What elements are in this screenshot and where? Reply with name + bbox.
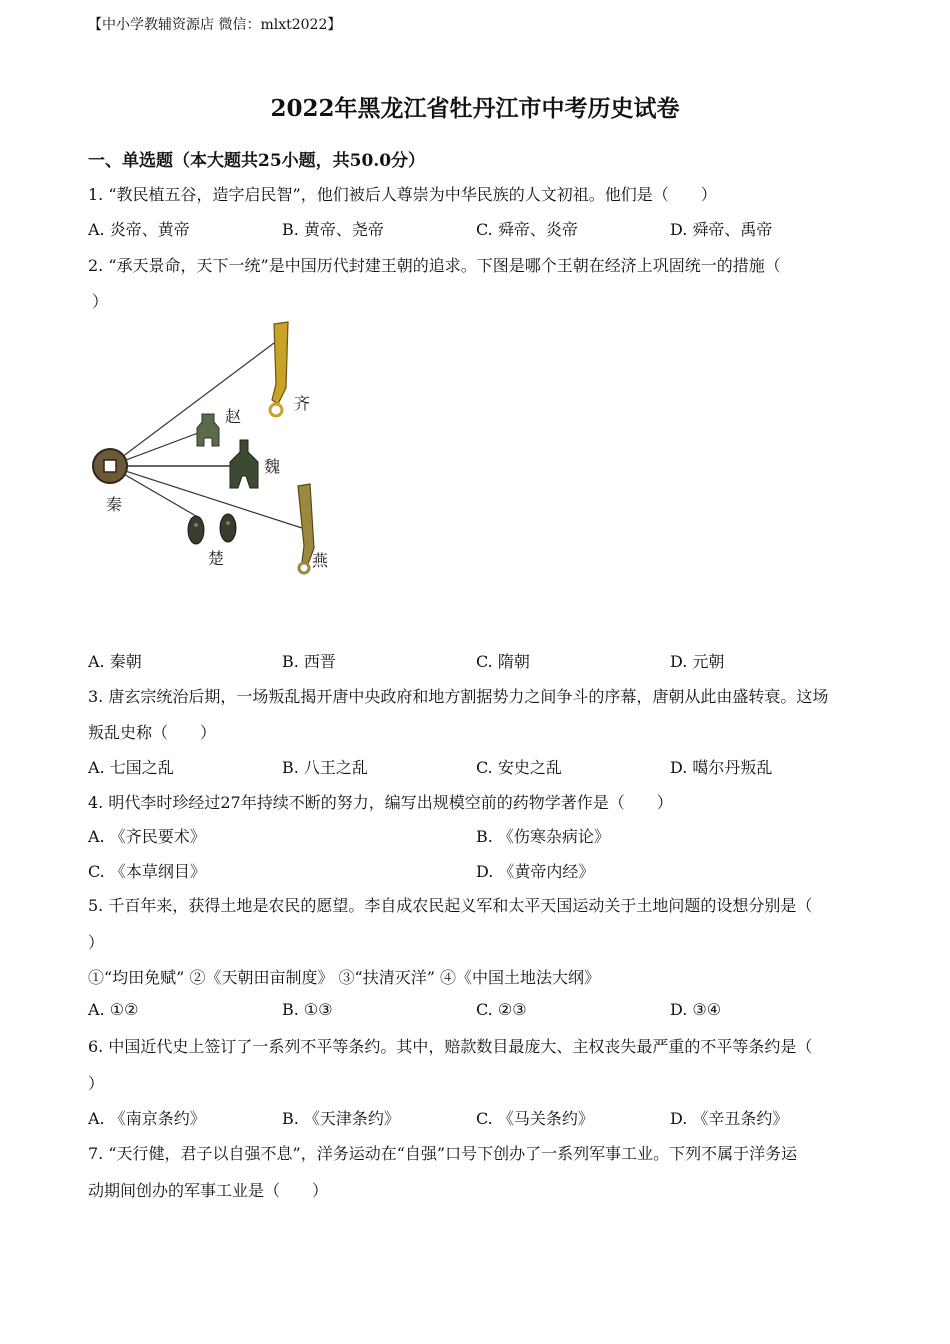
label-qin: 秦 (106, 495, 123, 514)
section-heading: 一、单选题（本大题共25小题，共50.0分） (88, 151, 426, 171)
label-wei: 魏 (264, 457, 281, 476)
label-chu: 楚 (208, 549, 225, 568)
question-7-stem-line1: 7. “天行健，君子以自强不息”，洋务运动在“自强”口号下创办了一系列军事工业。下列不属于洋务运 (88, 1144, 798, 1163)
question-6-option-d: D. 《辛丑条约》 (670, 1109, 789, 1128)
question-4-option-d: D. 《黄帝内经》 (476, 862, 595, 881)
question-1-option-b: B. 黄帝、尧帝 (282, 220, 384, 239)
question-3-option-d: D. 噶尔丹叛乱 (670, 758, 773, 777)
question-2-stem-line2: ） (92, 292, 109, 311)
unified-currency-figure (88, 318, 348, 583)
question-1-option-d: D. 舜帝、禹帝 (670, 220, 773, 239)
question-5-option-a: A. ①② (88, 1000, 139, 1019)
chu-ant-nose-coin-icon (188, 514, 236, 544)
question-4-stem: 4. 明代李时珍经过27年持续不断的努力，编写出规模空前的药物学著作是（ ） (88, 793, 673, 812)
question-6-stem-line2: ） (88, 1074, 105, 1093)
question-3-option-b: B. 八王之乱 (282, 758, 368, 777)
wei-spade-coin-icon (230, 440, 258, 488)
question-2-option-d: D. 元朝 (670, 652, 725, 671)
question-3-stem-line2: 叛乱史称（ ） (88, 723, 217, 742)
question-5-option-c: C. ②③ (476, 1000, 527, 1019)
question-6-option-c: C. 《马关条约》 (476, 1109, 594, 1128)
question-5-option-d: D. ③④ (670, 1000, 722, 1019)
page-title: 2022年黑龙江省牡丹江市中考历史试卷 (270, 95, 680, 122)
page-header-note: 【中小学教辅资源店 微信：mlxt2022】 (88, 17, 342, 33)
question-5-option-b: B. ①③ (282, 1000, 333, 1019)
label-zhao: 赵 (225, 407, 242, 426)
question-2-option-a: A. 秦朝 (88, 652, 142, 671)
question-6-stem-line1: 6. 中国近代史上签订了一系列不平等条约。其中，赔款数目最庞大、主权丧失最严重的不平等条约是（ (88, 1037, 813, 1056)
zhao-spade-coin-icon (197, 414, 219, 446)
question-2-option-b: B. 西晋 (282, 652, 336, 671)
qin-banliang-coin-icon (93, 449, 127, 483)
question-1-option-a: A. 炎帝、黄帝 (88, 220, 190, 239)
question-7-stem-line2: 动期间创办的军事工业是（ ） (88, 1181, 329, 1200)
label-qi: 齐 (294, 394, 311, 413)
question-3-option-a: A. 七国之乱 (88, 758, 174, 777)
question-2-option-c: C. 隋朝 (476, 652, 530, 671)
question-5-items: ①“均田免赋” ②《天朝田亩制度》 ③“扶清灭洋” ④《中国土地法大纲》 (88, 968, 600, 987)
question-3-option-c: C. 安史之乱 (476, 758, 562, 777)
question-1-stem: 1. “教民植五谷，造字启民智”，他们被后人尊崇为中华民族的人文初祖。他们是（ ） (88, 185, 717, 204)
question-6-option-a: A. 《南京条约》 (88, 1109, 206, 1128)
question-6-option-b: B. 《天津条约》 (282, 1109, 400, 1128)
question-2-stem-line1: 2. “承天景命，天下一统”是中国历代封建王朝的追求。下图是哪个王朝在经济上巩固统一的措施（ (88, 256, 781, 275)
question-5-stem-line2: ） (88, 933, 105, 952)
question-3-stem-line1: 3. 唐玄宗统治后期，一场叛乱揭开唐中央政府和地方割据势力之间争斗的序幕，唐朝从此由盛转衰。这场 (88, 687, 829, 706)
label-yan: 燕 (312, 551, 329, 570)
question-1-option-c: C. 舜帝、炎帝 (476, 220, 578, 239)
question-4-option-a: A. 《齐民要术》 (88, 827, 206, 846)
question-5-stem-line1: 5. 千百年来，获得土地是农民的愿望。李自成农民起义军和太平天国运动关于土地问题的设想分别是（ (88, 896, 813, 915)
question-4-option-b: B. 《伤寒杂病论》 (476, 827, 610, 846)
qi-knife-coin-icon (270, 322, 288, 416)
question-4-option-c: C. 《本草纲目》 (88, 862, 206, 881)
